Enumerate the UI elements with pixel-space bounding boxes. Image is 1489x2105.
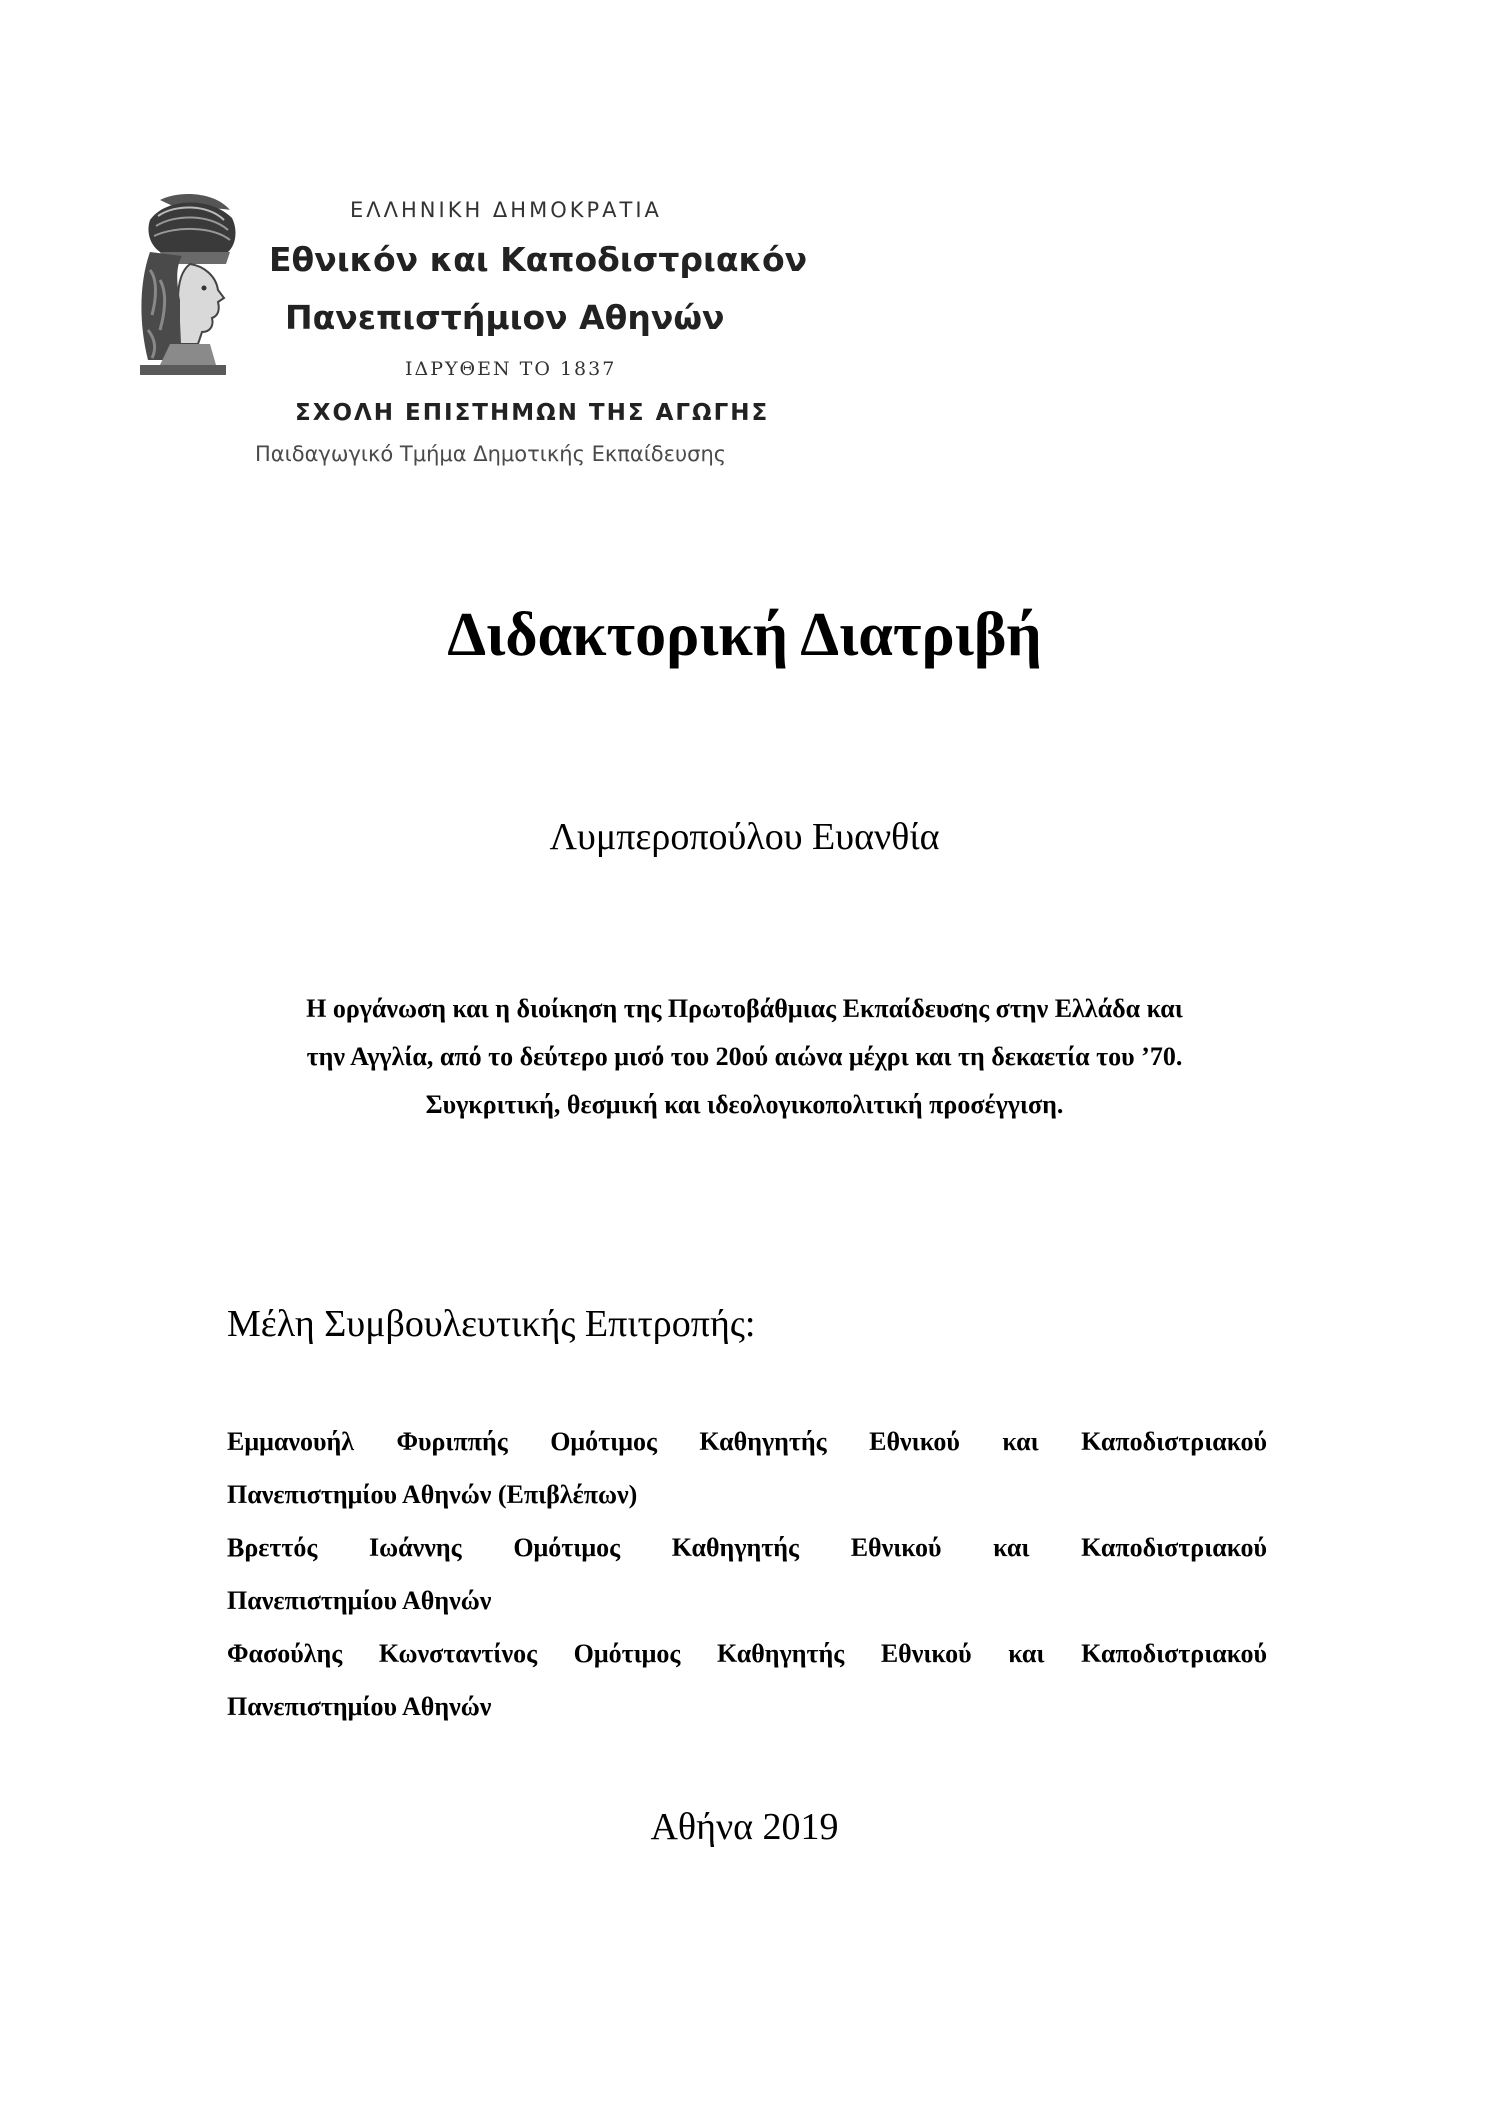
school-name: ΣΧΟΛΗ ΕΠΙΣΤΗΜΩΝ ΤΗΣ ΑΓΩΓΗΣ (295, 400, 770, 426)
document-title: Διδακτορική Διατριβή (447, 601, 1042, 669)
member-word: Καποδιστριακού (1081, 1427, 1267, 1456)
member-word: Ομότιμος (573, 1639, 681, 1668)
thesis-topic (200, 985, 1289, 1129)
university-header (120, 190, 820, 480)
committee-member-continuation: Πανεπιστημίου Αθηνών (Επιβλέπων) (227, 1480, 638, 1509)
member-word: Καθηγητής (717, 1639, 845, 1668)
member-word: Φασούλης (227, 1639, 343, 1668)
member-word: Βρεττός (227, 1533, 318, 1562)
member-word: Εθνικού (869, 1427, 960, 1456)
member-word: Ιωάννης (369, 1533, 462, 1562)
republic-label: ΕΛΛΗΝΙΚΗ ΔΗΜΟΚΡΑΤΙΑ (350, 198, 662, 222)
committee-heading: Μέλη Συμβουλευτικής Επιτροπής: (227, 1303, 756, 1345)
member-word: Ομότιμος (513, 1533, 621, 1562)
committee-member-continuation: Πανεπιστημίου Αθηνών (227, 1692, 492, 1721)
committee-members (227, 1415, 1267, 1733)
committee-member-continuation: Πανεπιστημίου Αθηνών (227, 1586, 492, 1615)
member-word: Καποδιστριακού (1081, 1533, 1267, 1562)
member-word: Φυριππής (396, 1427, 508, 1456)
committee-member-line (227, 1415, 1267, 1468)
member-word: Εθνικού (850, 1533, 942, 1562)
athena-emblem-icon (120, 190, 250, 380)
member-word: και (993, 1533, 1030, 1562)
topic-line-3: Συγκριτική, θεσμική και ιδεολογικοπολιτική προσέγγιση. (425, 1090, 1064, 1119)
committee-member-line (227, 1627, 1267, 1680)
member-word: και (1008, 1639, 1045, 1668)
topic-line-1: Η οργάνωση και η διοίκηση της Πρωτοβάθμιας Εκπαίδευσης στην Ελλάδα και (306, 994, 1183, 1023)
member-word: Εμμανουήλ (227, 1427, 354, 1456)
university-name-line2: Πανεπιστήμιον Αθηνών (285, 298, 725, 337)
member-word: Ομότιμος (550, 1427, 657, 1456)
author-name: Λυμπεροπούλου Ευανθία (549, 816, 940, 858)
topic-line-2: την Αγγλία, από το δεύτερο μισό του 20ού αιώνα μέχρι και τη δεκαετία του ’70. (306, 1042, 1183, 1071)
member-word: Καθηγητής (671, 1533, 799, 1562)
department-name: Παιδαγωγικό Τμήμα Δημοτικής Εκπαίδευσης (255, 442, 727, 466)
university-name-line1: Εθνικόν και Καποδιστριακόν (269, 240, 808, 279)
founded-label: ΙΔΡΥΘΕΝ ΤΟ 1837 (405, 358, 617, 380)
member-word: Κωνσταντίνος (378, 1639, 538, 1668)
member-word: Καποδιστριακού (1081, 1639, 1267, 1668)
committee-member-line (227, 1521, 1267, 1574)
member-word: Εθνικού (880, 1639, 972, 1668)
place-and-year: Αθήνα 2019 (650, 1806, 839, 1848)
member-word: Καθηγητής (699, 1427, 827, 1456)
member-word: και (1002, 1427, 1039, 1456)
